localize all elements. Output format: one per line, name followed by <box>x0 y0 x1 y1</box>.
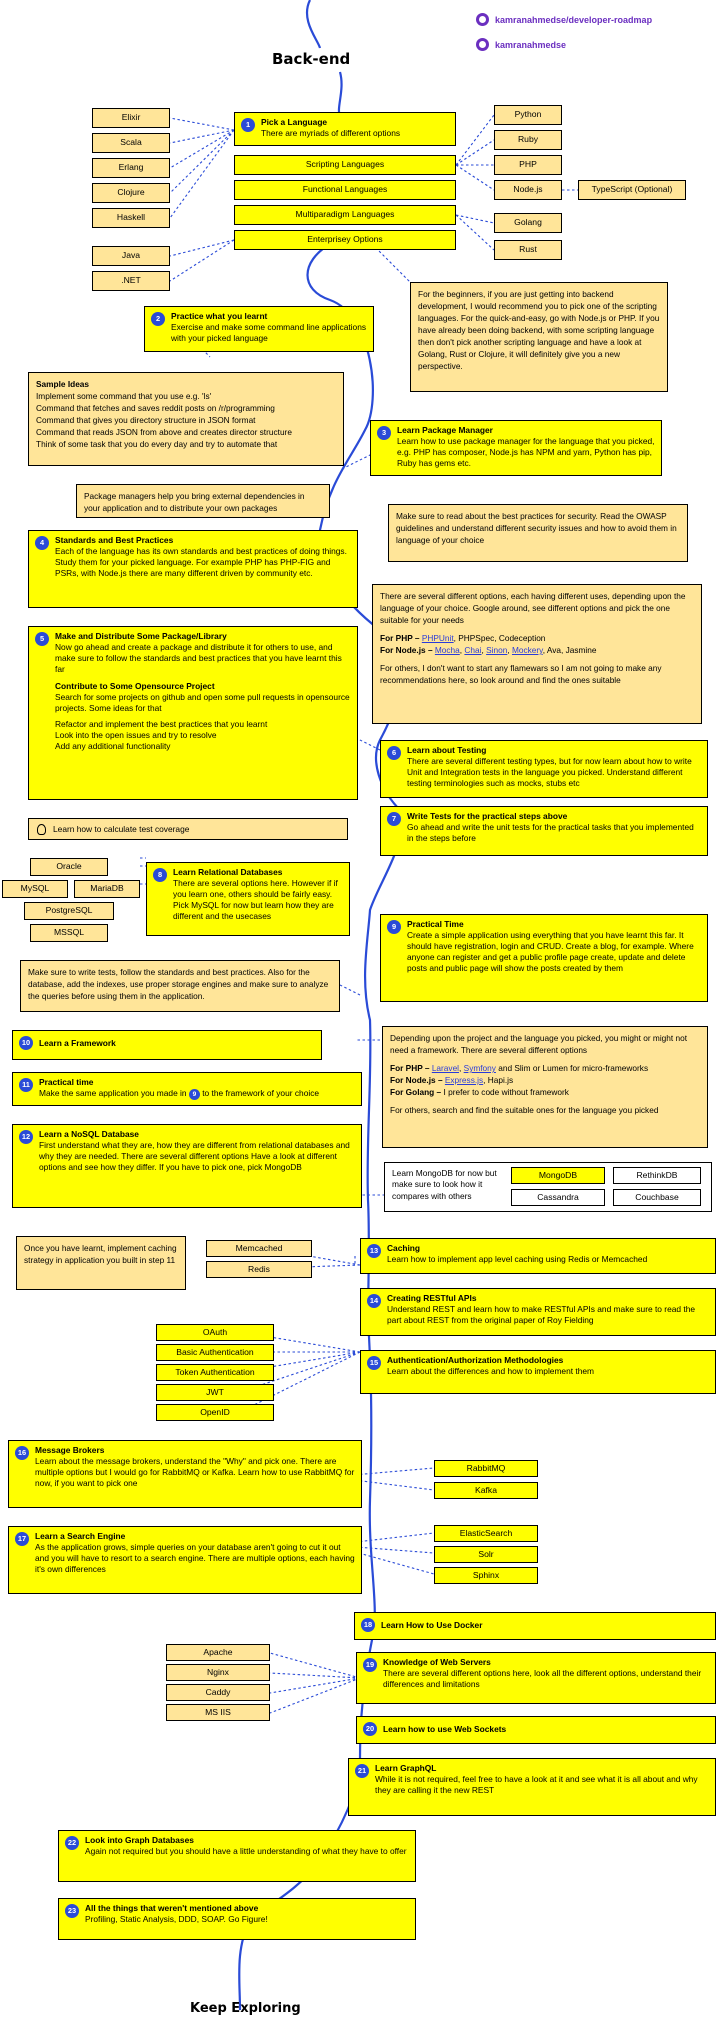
server-ms-iis[interactable]: MS IIS <box>166 1704 270 1721</box>
step-number-badge: 20 <box>363 1722 377 1736</box>
step-number-badge: 15 <box>367 1356 381 1370</box>
step-number-badge: 23 <box>65 1904 79 1918</box>
step-title: Authentication/Authorization Methodologies <box>387 1355 564 1365</box>
step-desc: As the application grows, simple queries on your database aren't going to cut it out and you will have to resort to a search engine. There are multiple options, each having it's own differences <box>35 1541 355 1574</box>
step-desc: Learn about the message brokers, understand the "Why" and pick one. There are multiple options but I would go for RabbitMQ or Kafka. Learn how to use RabbitMQ for now, if you want to pick one <box>35 1455 355 1488</box>
db-mssql[interactable]: MSSQL <box>30 924 108 942</box>
step-desc: Exercise and make some command line applications with your picked language <box>171 321 367 343</box>
note-language-advice: For the beginners, if you are just getting into backend development, I would recommend you to pick one of the scripting languages. For the quick-and-easy, go with Node.js or PHP. If you have already been doing backend, with some scripting language then don't pick another scripting language and have a look at Golang, Rust or Clojure, it will definitely give you a new perspective. <box>410 282 668 392</box>
substep-item: Add any additional functionality <box>55 741 171 752</box>
step-desc: Make the same application you made in 9 to the framework of your choice <box>39 1087 320 1098</box>
search-solr[interactable]: Solr <box>434 1546 538 1563</box>
link-sinon[interactable]: Sinon <box>486 645 508 656</box>
step-standards[interactable] <box>28 530 358 608</box>
step-desc: Now go ahead and create a package and distribute it for others to use, and make sure to follow the standards and best practices that you have learnt this far <box>55 641 342 674</box>
step-practical-framework[interactable] <box>12 1072 362 1106</box>
lang-scala[interactable]: Scala <box>92 133 170 153</box>
category-scripting[interactable]: Scripting Languages <box>234 155 456 175</box>
step-desc: Learn how to implement app level caching using Redis or Memcached <box>387 1253 648 1264</box>
lang-ruby[interactable]: Ruby <box>494 130 562 150</box>
db-postgresql[interactable]: PostgreSQL <box>24 902 114 920</box>
nosql-rethinkdb[interactable]: RethinkDB <box>613 1167 701 1184</box>
step-title: Practical time <box>39 1077 94 1087</box>
broker-rabbitmq[interactable]: RabbitMQ <box>434 1460 538 1477</box>
nosql-couchbase[interactable]: Couchbase <box>613 1189 701 1206</box>
step-learn-framework[interactable] <box>12 1030 322 1060</box>
lang-elixir[interactable]: Elixir <box>92 108 170 128</box>
step-number-badge: 17 <box>15 1532 29 1546</box>
step-desc: Go ahead and write the unit tests for the practical tasks that you implemented in the steps before <box>407 821 694 843</box>
step-number-badge: 7 <box>387 812 401 826</box>
step-other-topics[interactable] <box>58 1898 416 1940</box>
cache-memcached[interactable]: Memcached <box>206 1240 312 1257</box>
step-number-badge: 14 <box>367 1294 381 1308</box>
step-title: Look into Graph Databases <box>85 1835 194 1845</box>
lang-rust[interactable]: Rust <box>494 240 562 260</box>
step-title: Learn about Testing <box>407 745 487 755</box>
link-symfony[interactable]: Symfony <box>463 1063 496 1074</box>
step-title: Learn GraphQL <box>375 1763 437 1773</box>
step-title: Message Brokers <box>35 1445 105 1455</box>
idea-item: Command that reads JSON from above and creates director structure <box>36 427 292 438</box>
lightbulb-icon <box>37 824 46 835</box>
nosql-mongodb[interactable]: MongoDB <box>511 1167 605 1184</box>
step-graphql[interactable] <box>348 1758 716 1816</box>
step-number-badge: 22 <box>65 1836 79 1850</box>
lang-typescript[interactable]: TypeScript (Optional) <box>578 180 686 200</box>
twitter-link[interactable]: kamranahmedse <box>476 38 566 51</box>
idea-item: Implement some command that you use e.g. 'ls' <box>36 391 212 402</box>
substep-item: Look into the open issues and try to resolve <box>55 730 217 741</box>
link-chai[interactable]: Chai <box>464 645 482 656</box>
note-sample-ideas <box>28 372 344 466</box>
step-practice[interactable] <box>144 306 374 352</box>
step-desc: First understand what they are, how they are different from relational databases and why they are needed. There are several different options Have a look at different options and see how they differ. If you have to pick one, pick MongoDB <box>39 1139 350 1172</box>
step-docker[interactable] <box>354 1612 716 1640</box>
page-title: Back-end <box>272 50 351 68</box>
php-frameworks: For PHP – Laravel, Symfony and Slim or Lumen for micro-frameworks <box>390 1063 649 1074</box>
step-title: Learn how to use Web Sockets <box>383 1724 507 1734</box>
nosql-cassandra[interactable]: Cassandra <box>511 1189 605 1206</box>
step-title: All the things that weren't mentioned above <box>85 1903 259 1913</box>
note-frameworks <box>382 1026 708 1148</box>
link-laravel[interactable]: Laravel <box>431 1063 460 1074</box>
tip-test-coverage[interactable]: Learn how to calculate test coverage <box>28 818 348 840</box>
step-number-badge: 2 <box>151 312 165 326</box>
step-practical-time[interactable] <box>380 914 708 1002</box>
step-distribute-package[interactable] <box>28 626 358 800</box>
step-number-badge: 10 <box>19 1036 33 1050</box>
note-intro: Depending upon the project and the language you picked, you might or might not need a framework. There are several different options <box>390 1033 688 1056</box>
footer-keep-exploring: Keep Exploring <box>190 2001 301 2016</box>
lang-java[interactable]: Java <box>92 246 170 266</box>
step-number-badge: 16 <box>15 1446 29 1460</box>
github-icon <box>476 13 489 26</box>
step-package-manager[interactable] <box>370 420 662 476</box>
step-nosql[interactable] <box>12 1124 362 1208</box>
step-desc: There are several different options here, look all the different options, understand their differences and limitations <box>383 1667 702 1689</box>
note-security: Make sure to read about the best practices for security. Read the OWASP guidelines and understand different security issues and how to avoid them in language of your choice <box>388 504 688 562</box>
link-mockery[interactable]: Mockery <box>511 645 543 656</box>
step-title: Learn Relational Databases <box>173 867 283 877</box>
step-number-badge: 4 <box>35 536 49 550</box>
substep-item: Refactor and implement the best practices that you learnt <box>55 719 268 730</box>
step-title: Write Tests for the practical steps above <box>407 811 568 821</box>
cache-redis[interactable]: Redis <box>206 1261 312 1278</box>
step-number-badge: 1 <box>241 118 255 132</box>
link-mocha[interactable]: Mocha <box>434 645 460 656</box>
server-caddy[interactable]: Caddy <box>166 1684 270 1701</box>
server-nginx[interactable]: Nginx <box>166 1664 270 1681</box>
step-message-brokers[interactable] <box>8 1440 362 1508</box>
step-number-badge: 6 <box>387 746 401 760</box>
note-package-managers: Package managers help you bring external dependencies in your application and to distribute your own packages <box>76 484 330 518</box>
step-desc: Each of the language has its own standards and best practices of doing things. Study them for your picked language. For example PHP has PHP-FIG and PSRs, with Node.js there are many different driven by community etc. <box>55 545 347 578</box>
github-link[interactable]: kamranahmedse/developer-roadmap <box>476 13 652 26</box>
note-outro: For others, search and find the suitable ones for the language you picked <box>390 1105 659 1116</box>
step-number-badge: 8 <box>153 868 167 882</box>
step-authentication[interactable] <box>360 1350 716 1394</box>
lang-golang[interactable]: Golang <box>494 213 562 233</box>
step-title: Practical Time <box>407 919 464 929</box>
step-title: Learn a Framework <box>39 1038 116 1048</box>
step-title: Learn Package Manager <box>397 425 493 435</box>
step-write-tests[interactable] <box>380 806 708 856</box>
idea-item: Command that fetches and saves reddit posts on /r/programming <box>36 403 275 414</box>
note-practical-tips: Make sure to write tests, follow the standards and best practices. Also for the database, add the indexes, use proper storage engines and make sure to analyze the queries before using them in the application. <box>20 960 340 1012</box>
twitter-icon <box>476 38 489 51</box>
broker-kafka[interactable]: Kafka <box>434 1482 538 1499</box>
server-apache[interactable]: Apache <box>166 1644 270 1661</box>
step-title: Knowledge of Web Servers <box>383 1657 491 1667</box>
auth-jwt[interactable]: JWT <box>156 1384 274 1401</box>
go-frameworks: For Golang – I prefer to code without framework <box>390 1087 569 1098</box>
lang-clojure[interactable]: Clojure <box>92 183 170 203</box>
step-title: Practice what you learnt <box>171 311 268 321</box>
step-number-badge: 21 <box>355 1764 369 1778</box>
step-desc: Learn about the differences and how to implement them <box>387 1365 595 1376</box>
substep-title: Contribute to Some Opensource Project <box>55 680 215 691</box>
step-number-badge: 12 <box>19 1130 33 1144</box>
category-enterprise[interactable]: Enterprisey Options <box>234 230 456 250</box>
step-pick-language[interactable] <box>234 112 456 146</box>
step-desc: Profiling, Static Analysis, DDD, SOAP. Go Figure! <box>85 1913 268 1924</box>
category-multiparadigm[interactable]: Multiparadigm Languages <box>234 205 456 225</box>
step-title: Standards and Best Practices <box>55 535 174 545</box>
step-number-badge: 11 <box>19 1078 33 1092</box>
node-tools: For Node.js – Mocha, Chai, Sinon, Mockery, Ava, Jasmine <box>380 645 597 656</box>
step-number-badge: 9 <box>387 920 401 934</box>
step-desc: Understand REST and learn how to make RESTful APIs and make sure to read the part about REST from the original paper of Roy Fielding <box>387 1303 696 1325</box>
step-search-engine[interactable] <box>8 1526 362 1594</box>
auth-token[interactable]: Token Authentication <box>156 1364 274 1381</box>
step-restful-apis[interactable] <box>360 1288 716 1336</box>
step-graph-databases[interactable] <box>58 1830 416 1882</box>
note-caching: Once you have learnt, implement caching strategy in application you built in step 11 <box>16 1236 186 1290</box>
step-title: Creating RESTful APIs <box>387 1293 477 1303</box>
step-number-badge: 3 <box>377 426 391 440</box>
php-tools: For PHP – PHPUnit, PHPSpec, Codeception <box>380 633 546 644</box>
step-desc: While it is not required, feel free to have a look at it and see what it is all about and why they are calling it the new REST <box>375 1773 698 1795</box>
substep-desc: Search for some projects on github and open some pull requests in opensource projects. Some ideas for that <box>55 691 350 713</box>
db-mysql[interactable]: MySQL <box>2 880 68 898</box>
step-desc: Again not required but you should have a little understanding of what they have to offer <box>85 1845 407 1856</box>
step-number-badge: 13 <box>367 1244 381 1258</box>
db-oracle[interactable]: Oracle <box>30 858 108 876</box>
step-title: Learn a NoSQL Database <box>39 1129 139 1139</box>
step-desc: There are several options here. However if if you learn one, others should be fairly easy. Pick MySQL for now but learn how they are different and the usecases <box>173 877 338 921</box>
step-desc: There are several different testing types, but for now learn about how to write Unit and Integration tests in the language you picked. Understand different testing terminologies such as mocks, stubs etc <box>407 755 692 788</box>
lang-php[interactable]: PHP <box>494 155 562 175</box>
lang-haskell[interactable]: Haskell <box>92 208 170 228</box>
lang-dotnet[interactable]: .NET <box>92 271 170 291</box>
step-title: Learn How to Use Docker <box>381 1620 483 1630</box>
note-title: Sample Ideas <box>36 379 90 389</box>
auth-basic[interactable]: Basic Authentication <box>156 1344 274 1361</box>
step-title: Learn a Search Engine <box>35 1531 126 1541</box>
step-relational-db[interactable] <box>146 862 350 936</box>
step-testing[interactable] <box>380 740 708 798</box>
auth-oauth[interactable]: OAuth <box>156 1324 274 1341</box>
step-number-badge: 5 <box>35 632 49 646</box>
note-mongodb: Learn MongoDB for now but make sure to look how it compares with others <box>392 1168 497 1201</box>
lang-nodejs[interactable]: Node.js <box>494 180 562 200</box>
link-phpunit[interactable]: PHPUnit <box>421 633 454 644</box>
category-functional[interactable]: Functional Languages <box>234 180 456 200</box>
lang-erlang[interactable]: Erlang <box>92 158 170 178</box>
node-frameworks: For Node.js – Express.js, Hapi.js <box>390 1075 514 1086</box>
search-sphinx[interactable]: Sphinx <box>434 1567 538 1584</box>
step-desc: Create a simple application using everything that you have learnt this far. It should have registration, login and CRUD. Create a blog, for example. Where anyone can register and get a public profile page create, update and delete posts and public page will show the posts created by them <box>407 929 694 973</box>
step-title: Make and Distribute Some Package/Library <box>55 631 227 641</box>
step-number-badge: 18 <box>361 1618 375 1632</box>
db-mariadb[interactable]: MariaDB <box>74 880 140 898</box>
idea-item: Command that gives you directory structure in JSON format <box>36 415 256 426</box>
step-caching[interactable] <box>360 1238 716 1274</box>
link-expressjs[interactable]: Express.js <box>444 1075 484 1086</box>
step-desc: Learn how to use package manager for the language that you picked, e.g. PHP has composer, Node.js has NPM and yarn, Python has pip, Ruby has gems etc. <box>397 435 655 468</box>
note-intro: There are several different options, each having different uses, depending upon the language of your choice. Google around, see different options and pick the one suitable for your needs <box>380 591 686 626</box>
step-title: Caching <box>387 1243 421 1253</box>
step-title: Pick a Language <box>261 117 328 127</box>
auth-openid[interactable]: OpenID <box>156 1404 274 1421</box>
lang-python[interactable]: Python <box>494 105 562 125</box>
step-web-servers[interactable] <box>356 1652 716 1704</box>
idea-item: Think of some task that you do every day and try to automate that <box>36 439 278 450</box>
step-number-badge: 19 <box>363 1658 377 1672</box>
nosql-options-panel <box>384 1162 712 1212</box>
note-testing-tools <box>372 584 702 724</box>
search-elasticsearch[interactable]: ElasticSearch <box>434 1525 538 1542</box>
step-web-sockets[interactable] <box>356 1716 716 1744</box>
step-desc: There are myriads of different options <box>261 127 401 138</box>
note-outro: For others, I don't want to start any flamewars so I am not going to make any recommendations here, so look around and find the ones suitable <box>380 663 662 686</box>
step-reference-badge: 9 <box>189 1089 200 1100</box>
